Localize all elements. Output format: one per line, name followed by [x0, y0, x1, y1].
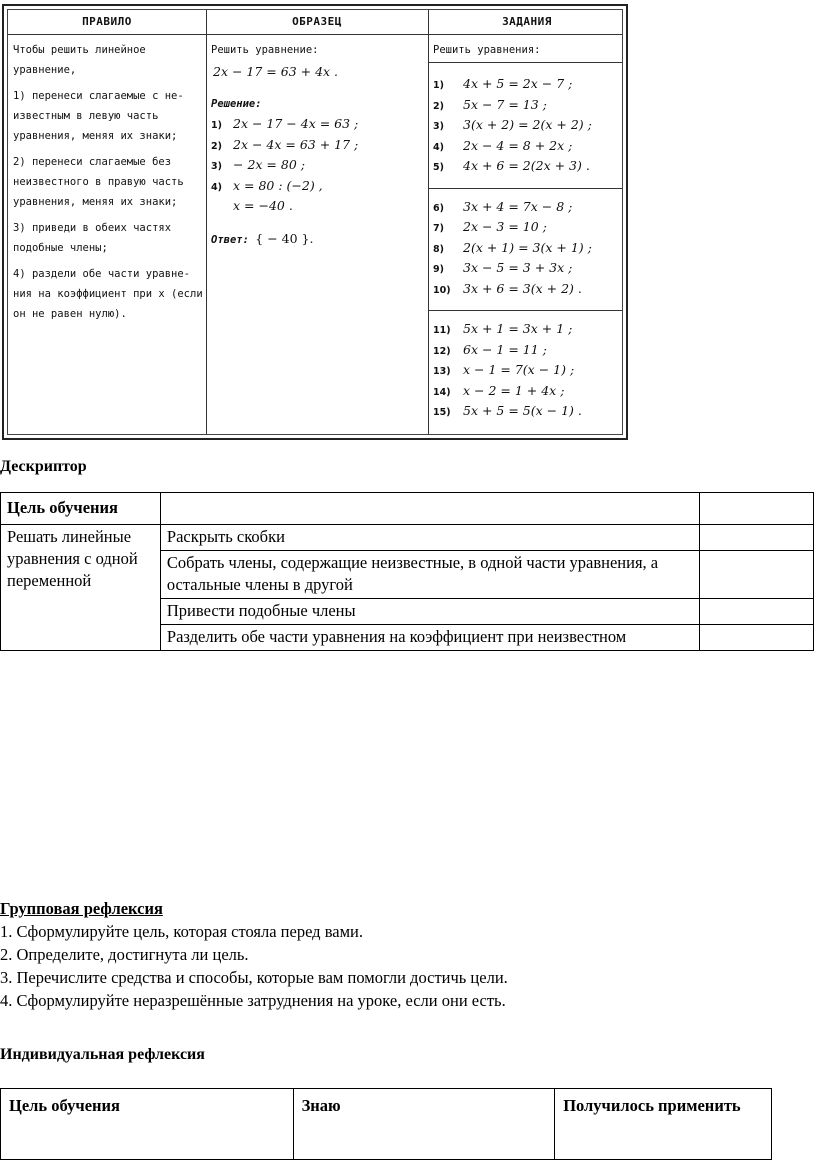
task-item	[433, 381, 623, 402]
column-know: Знаю	[293, 1089, 555, 1160]
answer-value: { − 40 }.	[255, 230, 314, 246]
task-number: 9)	[433, 264, 444, 275]
step-text: 2x − 17 − 4x = 63 ;	[233, 116, 359, 131]
task-item	[433, 197, 623, 218]
task-equation: 2x − 3 = 10 ;	[463, 219, 547, 234]
header-divider	[8, 34, 622, 35]
rule-step-2: 2) перенеси слагаемые без неизвестного в правую часть уравнения, меняя их знаки;	[13, 156, 184, 208]
step-text: x = −40 .	[233, 198, 293, 213]
reflection-question: 1. Сформулируйте цель, которая стояла перед вами.	[0, 922, 363, 941]
header-rule: ПРАВИЛО	[82, 15, 132, 28]
step-number: 4)	[211, 181, 222, 193]
task-equation: 3x + 6 = 3(x + 2) .	[463, 280, 582, 296]
task-item	[433, 136, 623, 157]
task-item	[433, 360, 623, 381]
task-item	[433, 95, 623, 116]
mark-cell	[700, 551, 814, 599]
task-item	[433, 115, 623, 136]
task-number: 5)	[433, 162, 444, 173]
column-divider-1	[206, 10, 207, 434]
column-applied: Получилось применить	[555, 1089, 772, 1160]
sample-column	[211, 40, 421, 250]
rule-step-4: 4) раздели обе части уравне-ния на коэффициент при x (если он не равен нулю).	[13, 268, 203, 320]
task-equation: 3x + 4 = 7x − 8 ;	[463, 198, 573, 214]
descriptor-item: Раскрыть скобки	[160, 525, 699, 551]
individual-reflection-title: Индивидуальная рефлексия	[0, 1046, 205, 1063]
task-equation: 3x − 5 = 3 + 3x ;	[463, 260, 573, 275]
step-number: 1)	[211, 120, 222, 131]
task-number: 15)	[433, 407, 451, 418]
goal-cell: Решать линейные уравнения с одной переменной	[1, 525, 161, 651]
rule-step-3: 3) приведи в обеих частях подобные члены;	[13, 222, 172, 254]
mark-cell	[700, 525, 814, 551]
task-item	[433, 238, 623, 259]
step-number: 2)	[211, 140, 222, 152]
solution-step	[211, 135, 421, 156]
sample-equation: 2x − 17 = 63 + 4x .	[213, 64, 339, 79]
task-number: 13)	[433, 366, 451, 377]
descriptor-item: Собрать члены, содержащие неизвестные, в одной части уравнения, а остальные члены в другой	[160, 551, 699, 599]
task-item	[433, 279, 623, 300]
step-text: − 2x = 80 ;	[233, 157, 305, 172]
descriptor-header-row	[1, 493, 814, 525]
task-number: 11)	[433, 325, 451, 336]
task-equation: 5x − 7 = 13 ;	[463, 96, 547, 112]
reflection-question: 2. Определите, достигнута ли цель.	[0, 945, 249, 964]
task-equation: 2(x + 1) = 3(x + 1) ;	[463, 239, 592, 255]
reflection-question: 4. Сформулируйте неразрешённые затруднения на уроке, если они есть.	[0, 991, 506, 1010]
solution-step	[211, 196, 421, 217]
tasks-column	[433, 40, 623, 422]
task-equation: x − 1 = 7(x − 1) ;	[463, 362, 575, 377]
task-equation: 6x − 1 = 11 ;	[463, 341, 547, 357]
task-equation: 3(x + 2) = 2(x + 2) ;	[463, 117, 592, 132]
descriptor-row	[1, 525, 814, 551]
task-item	[433, 401, 623, 422]
descriptor-table	[0, 492, 814, 651]
group-reflection	[0, 897, 800, 1012]
task-number: 6)	[433, 202, 444, 214]
solution-step	[211, 155, 421, 176]
descriptor-title: Дескриптор	[0, 458, 87, 475]
solution-step	[211, 114, 421, 135]
empty-header-cell	[160, 493, 699, 525]
step-text: x = 80 : (−2) ,	[233, 177, 323, 193]
task-equation: 2x − 4 = 8 + 2x ;	[463, 137, 573, 153]
descriptor-item: Привести подобные члены	[160, 599, 699, 625]
task-number: 1)	[433, 80, 444, 91]
task-number: 12)	[433, 345, 451, 357]
goal-header-cell: Цель обучения	[1, 493, 161, 525]
mark-cell	[700, 625, 814, 651]
task-number: 14)	[433, 386, 451, 398]
task-equation: x − 2 = 1 + 4x ;	[463, 382, 565, 398]
tasks-intro: Решить уравнения:	[433, 44, 541, 56]
step-number: 3)	[211, 161, 222, 172]
group-reflection-title: Групповая рефлексия	[0, 899, 163, 918]
task-number: 4)	[433, 141, 444, 153]
individual-reflection-table	[0, 1088, 772, 1160]
sample-intro: Решить уравнение:	[211, 44, 319, 56]
task-equation: 5x + 5 = 5(x − 1) .	[463, 403, 582, 418]
task-number: 7)	[433, 223, 444, 234]
worksheet-table	[2, 4, 628, 440]
column-divider-2	[428, 10, 429, 434]
mark-cell	[700, 599, 814, 625]
task-item	[433, 340, 623, 361]
solution-step	[211, 176, 421, 197]
mark-header-cell	[700, 493, 814, 525]
rule-column	[13, 40, 203, 330]
task-number: 3)	[433, 121, 444, 132]
rule-intro: Чтобы решить линейное уравнение,	[13, 44, 146, 76]
worksheet-inner-frame	[7, 9, 623, 435]
task-equation: 5x + 1 = 3x + 1 ;	[463, 321, 573, 336]
reflection-question: 3. Перечислите средства и способы, которые вам помогли достичь цели.	[0, 968, 508, 987]
task-item	[433, 319, 623, 340]
individual-reflection-header-row	[1, 1089, 772, 1160]
task-number: 2)	[433, 100, 444, 112]
rule-step-1: 1) перенеси слагаемые с не-известным в левую часть уравнения, меняя их знаки;	[13, 90, 184, 142]
descriptor-item: Разделить обе части уравнения на коэффициент при неизвестном	[160, 625, 699, 651]
solution-label: Решение:	[211, 98, 262, 110]
task-item	[433, 258, 623, 279]
task-equation: 4x + 5 = 2x − 7 ;	[463, 76, 573, 91]
answer-label: Ответ:	[211, 233, 249, 246]
header-sample: ОБРАЗЕЦ	[292, 15, 342, 28]
answer-line	[211, 229, 421, 250]
column-goal: Цель обучения	[1, 1089, 294, 1160]
step-text: 2x − 4x = 63 + 17 ;	[233, 136, 359, 152]
task-item	[433, 74, 623, 95]
header-tasks: ЗАДАНИЯ	[502, 15, 552, 28]
task-item	[433, 217, 623, 238]
task-equation: 4x + 6 = 2(2x + 3) .	[463, 158, 590, 173]
task-number: 10)	[433, 284, 451, 296]
task-number: 8)	[433, 243, 444, 255]
task-item	[433, 156, 623, 177]
